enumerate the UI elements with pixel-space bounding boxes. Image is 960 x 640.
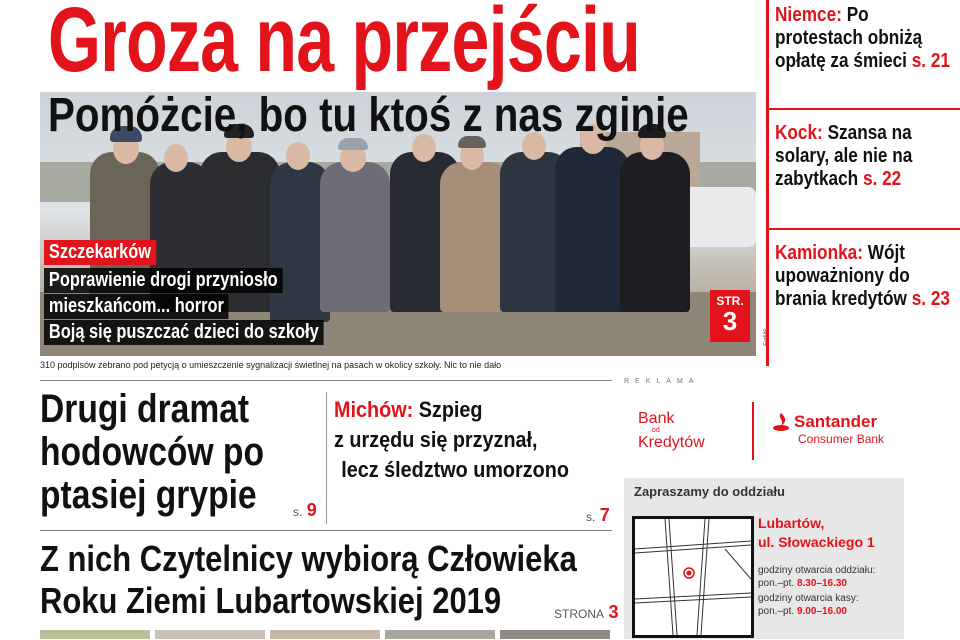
story-line: Szpieg (418, 397, 483, 422)
story-line: lecz śledztwo umorzono (341, 457, 569, 482)
teaser-divider (769, 108, 960, 110)
teaser-place: Niemce: (775, 4, 842, 26)
page-reference-number: 3 (722, 306, 738, 336)
story-page-ref: s. 7 (586, 505, 610, 525)
page-reference-label: STR. (716, 294, 744, 308)
photo-line-3: Boją się puszczać dzieci do szkoły (44, 320, 324, 345)
thumbnail-photo (40, 630, 150, 639)
branch-invite: Zapraszamy do oddziału (634, 484, 785, 499)
story-line: Z nich Czytelnicy wybiorą Człowieka (40, 538, 577, 579)
teaser-kock[interactable] (775, 122, 957, 191)
story-czlowiek-roku[interactable] (40, 538, 577, 622)
story-line: ptasiej grypie (40, 473, 257, 517)
teaser-text: Szansa na solary, ale nie na zabytkach (775, 122, 913, 190)
thumbnail-photo (270, 630, 380, 639)
teaser-page: s. 23 (911, 288, 950, 310)
photo-caption: 310 podpisów zebrano pod petycją o umieszczenie sygnalizacji świetlnej na pasach w okolicy szkoły. Nic to nie dało (40, 360, 502, 370)
story-drugi-dramat[interactable] (40, 388, 264, 517)
consumer-bank-text: Consumer Bank (798, 432, 885, 446)
page-reference-box (710, 290, 750, 342)
story-page-ref: s. 9 (293, 500, 317, 520)
section-divider (40, 380, 612, 381)
photo-line-2: mieszkańcom... horror (44, 294, 229, 319)
thumbnail-photo (500, 630, 610, 639)
story-michow[interactable] (334, 395, 569, 485)
thumbnail-photo (385, 630, 495, 639)
teaser-text: Wójt upoważniony do brania kredytów (775, 242, 910, 310)
teaser-page: s. 21 (911, 50, 950, 72)
advert-label: REKLAMA (624, 378, 700, 385)
story-line: hodowców po (40, 430, 264, 474)
santander-logo: Santander (794, 412, 878, 431)
bank-od-kredytow-logo: Bank od Kredytów (638, 410, 705, 451)
cash-hours: godziny otwarcia kasy: pon.–pt. 9.00–16.00 (758, 593, 859, 617)
main-headline: Groza na przejściu (48, 0, 641, 91)
branch-info-box (624, 478, 904, 639)
branch-hours: godziny otwarcia oddziału: pon.–pt. 8.30–16.30 (758, 565, 876, 589)
teaser-place: Kamionka: (775, 242, 863, 264)
santander-flame-icon (772, 412, 790, 437)
teaser-text: Po protestach obniżą opłatę za śmieci (775, 4, 923, 72)
teaser-niemce[interactable] (775, 4, 957, 73)
sub-headline: Pomóżcie, bo tu ktoś z nas zginie (48, 89, 689, 142)
photo-credit: FotMS (763, 328, 770, 346)
story-page-ref: STRONA 3 (554, 602, 619, 622)
story-line: Roku Ziemi Lubartowskiej 2019 (40, 580, 502, 621)
thumbnail-photo (155, 630, 265, 639)
teaser-place: Kock: (775, 122, 823, 144)
teaser-divider (769, 228, 960, 230)
story-line: z urzędu się przyznał, (334, 427, 538, 452)
story-line: Drugi dramat (40, 387, 250, 431)
photo-place-tag: Szczekarków (44, 240, 156, 265)
photo-line-1: Poprawienie drogi przyniosło (44, 268, 283, 293)
teaser-page: s. 22 (862, 168, 902, 190)
story-place: Michów: (334, 397, 414, 422)
teaser-kamionka[interactable] (775, 242, 957, 311)
section-divider (40, 530, 612, 531)
teaser-column (763, 0, 960, 366)
branch-map (632, 516, 754, 638)
advertisement[interactable] (620, 386, 910, 639)
advert-divider (752, 402, 754, 460)
branch-address: Lubartów, ul. Słowackiego 1 (758, 515, 875, 550)
column-divider (326, 392, 327, 524)
